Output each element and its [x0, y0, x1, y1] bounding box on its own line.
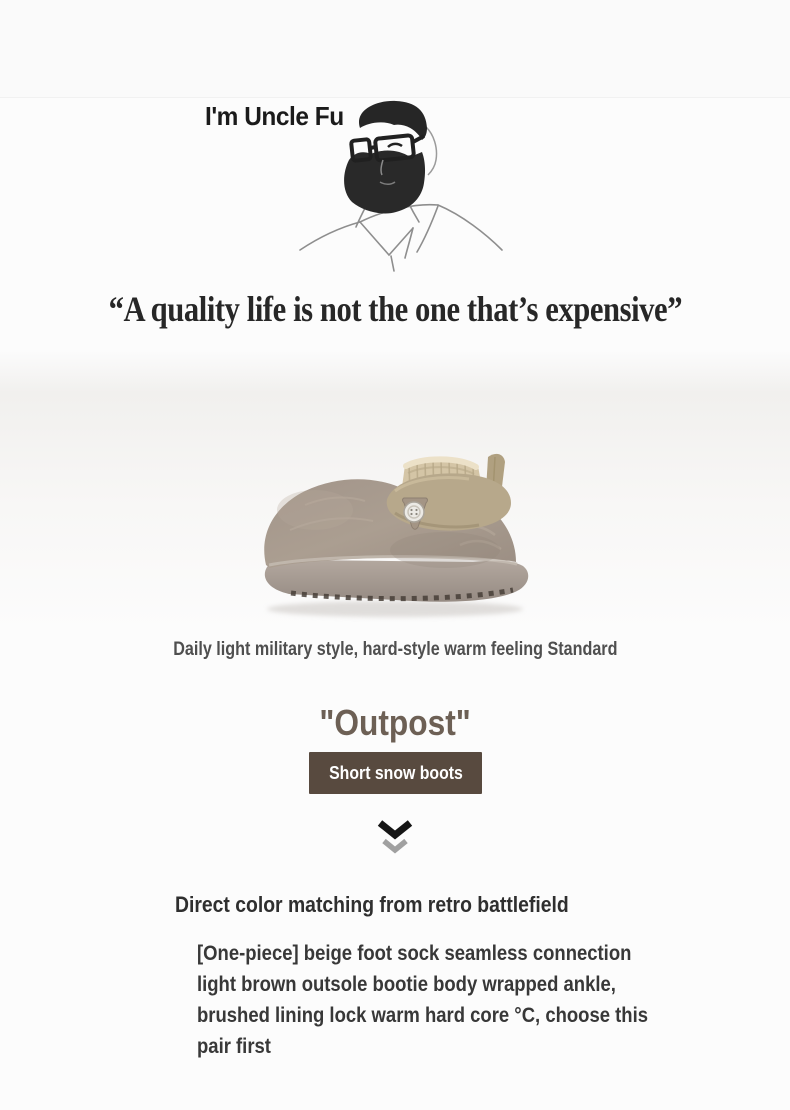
- double-chevron-down-icon: [375, 820, 415, 856]
- bearded-man-icon: [296, 98, 506, 273]
- product-name-row: [0, 702, 790, 744]
- category-button[interactable]: [309, 752, 482, 794]
- snow-boot-image: [245, 435, 545, 625]
- product-tagline-row: [0, 639, 790, 661]
- brand-quote-row: [0, 288, 790, 330]
- description-line: pair first: [197, 1035, 271, 1058]
- detail-heading: Direct color matching from retro battlefield: [175, 892, 569, 917]
- detail-description: [197, 938, 743, 1062]
- top-spacer: [0, 0, 790, 98]
- brand-logo-text: I'm Uncle Fu: [205, 101, 344, 131]
- product-tagline: Daily light military style, hard-style warm feeling Standard: [172, 639, 618, 660]
- category-button-label: Short snow boots: [328, 762, 463, 783]
- description-line: brushed lining lock warm hard core °C, choose this: [197, 1004, 649, 1027]
- product-name: "Outpost": [319, 702, 471, 743]
- description-line: light brown outsole bootie body wrapped ankle,: [197, 973, 616, 996]
- description-line: [One-piece] beige foot sock seamless connection: [197, 942, 632, 965]
- brand-quote: “A quality life is not the one that’s expensive”: [108, 289, 682, 329]
